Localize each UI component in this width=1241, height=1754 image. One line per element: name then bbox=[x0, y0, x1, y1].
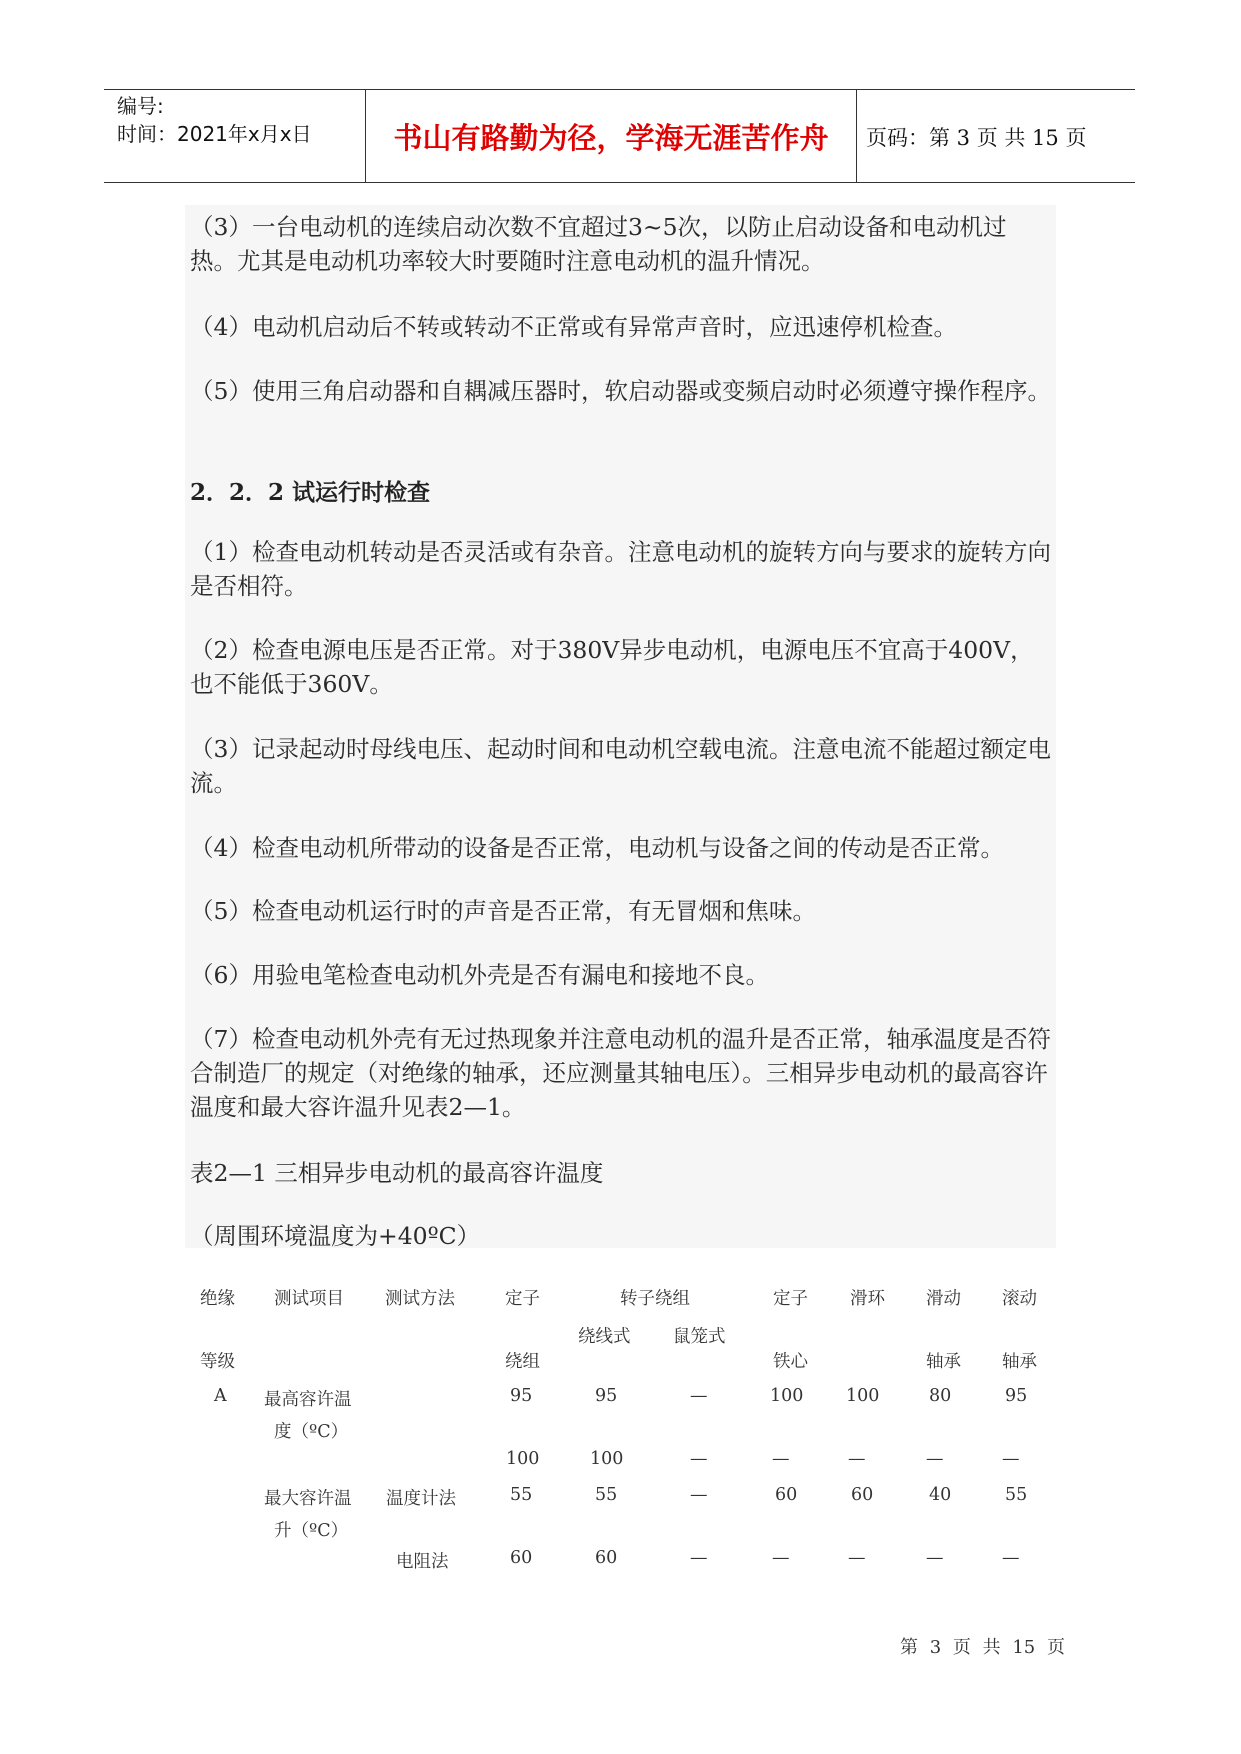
table-cell: 80 bbox=[929, 1386, 952, 1406]
item-max-temp-unit: 度（ºC） bbox=[274, 1422, 349, 1442]
header-number: 编号: bbox=[117, 94, 164, 118]
col-header-rotor-squirrel: 鼠笼式 bbox=[673, 1327, 726, 1347]
col-header-stator-winding: 绕组 bbox=[505, 1352, 540, 1372]
header-motto: 书山有路勤为径，学海无涯苦作舟 bbox=[393, 121, 829, 155]
col-header-core: 铁心 bbox=[773, 1352, 808, 1372]
col-header-sliding: 滑动 bbox=[926, 1289, 961, 1309]
col-header-grade: 等级 bbox=[200, 1352, 235, 1372]
table-cell: — bbox=[926, 1449, 944, 1469]
table-cell: 100 bbox=[590, 1449, 624, 1469]
col-header-item: 测试项目 bbox=[274, 1289, 344, 1309]
paragraph: （5）检查电动机运行时的声音是否正常，有无冒烟和焦味。 bbox=[190, 897, 816, 925]
table-cell: — bbox=[1002, 1548, 1020, 1568]
table-cell: 40 bbox=[929, 1485, 952, 1505]
paragraph: （1）检查电动机转动是否灵活或有杂音。注意电动机的旋转方向与要求的旋转方向是否相符。 bbox=[190, 538, 1051, 600]
table-cell: — bbox=[926, 1548, 944, 1568]
paragraph: （4）检查电动机所带动的设备是否正常，电动机与设备之间的传动是否正常。 bbox=[190, 834, 1004, 862]
table-cell: 60 bbox=[510, 1548, 533, 1568]
header-divider-right bbox=[856, 89, 857, 182]
item-max-rise-unit: 升（ºC） bbox=[274, 1521, 349, 1541]
col-header-slip-ring: 滑环 bbox=[850, 1289, 885, 1309]
paragraph: （3）记录起动时母线电压、起动时间和电动机空载电流。注意电流不能超过额定电流。 bbox=[190, 735, 1051, 797]
table-cell: 60 bbox=[775, 1485, 798, 1505]
table-cell: 55 bbox=[595, 1485, 618, 1505]
header-page-number: 页码：第 3 页 共 15 页 bbox=[866, 126, 1087, 150]
table-cell: 95 bbox=[1005, 1386, 1028, 1406]
paragraph: （5）使用三角启动器和自耦减压器时，软启动器或变频启动时必须遵守操作程序。 bbox=[190, 377, 1051, 405]
table-cell: — bbox=[848, 1449, 866, 1469]
paragraph: （2）检查电源电压是否正常。对于380V异步电动机，电源电压不宜高于400V，也不能低于360V。 bbox=[190, 636, 1034, 698]
col-header-method: 测试方法 bbox=[385, 1289, 455, 1309]
paragraph: （3）一台电动机的连续启动次数不宜超过3~5次，以防止启动设备和电动机过热。尤其是电动机功率较大时要随时注意电动机的温升情况。 bbox=[190, 213, 1007, 275]
table-cell: — bbox=[1002, 1449, 1020, 1469]
paragraph: （6）用验电笔检查电动机外壳是否有漏电和接地不良。 bbox=[190, 961, 769, 989]
col-header-rolling: 滚动 bbox=[1002, 1289, 1037, 1309]
grade-value: A bbox=[214, 1386, 227, 1406]
header-top-rule bbox=[104, 89, 1135, 90]
col-header-stator-core: 定子 bbox=[773, 1289, 808, 1309]
table-cell: 95 bbox=[595, 1386, 618, 1406]
col-header-stator: 定子 bbox=[505, 1289, 540, 1309]
header-divider-left bbox=[365, 89, 366, 182]
paragraph: （7）检查电动机外壳有无过热现象并注意电动机的温升是否正常，轴承温度是否符合制造厂的规定（对绝缘的轴承，还应测量其轴电压）。三相异步电动机的最高容许温度和最大容许温升见表2—1。 bbox=[190, 1025, 1051, 1121]
table-cell: — bbox=[772, 1548, 790, 1568]
table-cell: 100 bbox=[846, 1386, 880, 1406]
paragraph: （4）电动机启动后不转或转动不正常或有异常声音时，应迅速停机检查。 bbox=[190, 313, 957, 341]
table-cell: — bbox=[690, 1386, 708, 1406]
table-cell: — bbox=[690, 1485, 708, 1505]
table-cell: 55 bbox=[510, 1485, 533, 1505]
table-cell: — bbox=[690, 1449, 708, 1469]
table-cell: — bbox=[690, 1548, 708, 1568]
table-note: （周围环境温度为+40ºC） bbox=[190, 1222, 481, 1250]
table-cell: 55 bbox=[1005, 1485, 1028, 1505]
header-time: 时间：2021年x月x日 bbox=[117, 122, 312, 146]
item-max-temp: 最高容许温 bbox=[264, 1390, 352, 1410]
header-bottom-rule bbox=[104, 182, 1135, 183]
section-heading: 2．2．2 试运行时检查 bbox=[190, 479, 431, 506]
method-thermometer: 温度计法 bbox=[386, 1489, 456, 1509]
table-cell: 60 bbox=[595, 1548, 618, 1568]
page-footer: 第 3 页 共 15 页 bbox=[900, 1637, 1065, 1658]
item-max-rise: 最大容许温 bbox=[264, 1489, 352, 1509]
table-cell: — bbox=[772, 1449, 790, 1469]
header-meta bbox=[117, 92, 312, 148]
col-header-sliding-bearing: 轴承 bbox=[926, 1352, 961, 1372]
col-header-rolling-bearing: 轴承 bbox=[1002, 1352, 1037, 1372]
table-caption: 表2—1 三相异步电动机的最高容许温度 bbox=[190, 1159, 604, 1187]
table-cell: 60 bbox=[851, 1485, 874, 1505]
table-cell: 100 bbox=[770, 1386, 804, 1406]
table-cell: 95 bbox=[510, 1386, 533, 1406]
col-header-rotor-wound: 绕线式 bbox=[578, 1327, 631, 1347]
col-header-rotor: 转子绕组 bbox=[620, 1289, 690, 1309]
table-cell: 100 bbox=[506, 1449, 540, 1469]
method-resistance: 电阻法 bbox=[396, 1552, 449, 1572]
table-cell: — bbox=[848, 1548, 866, 1568]
col-header-insulation: 绝缘 bbox=[200, 1289, 235, 1309]
